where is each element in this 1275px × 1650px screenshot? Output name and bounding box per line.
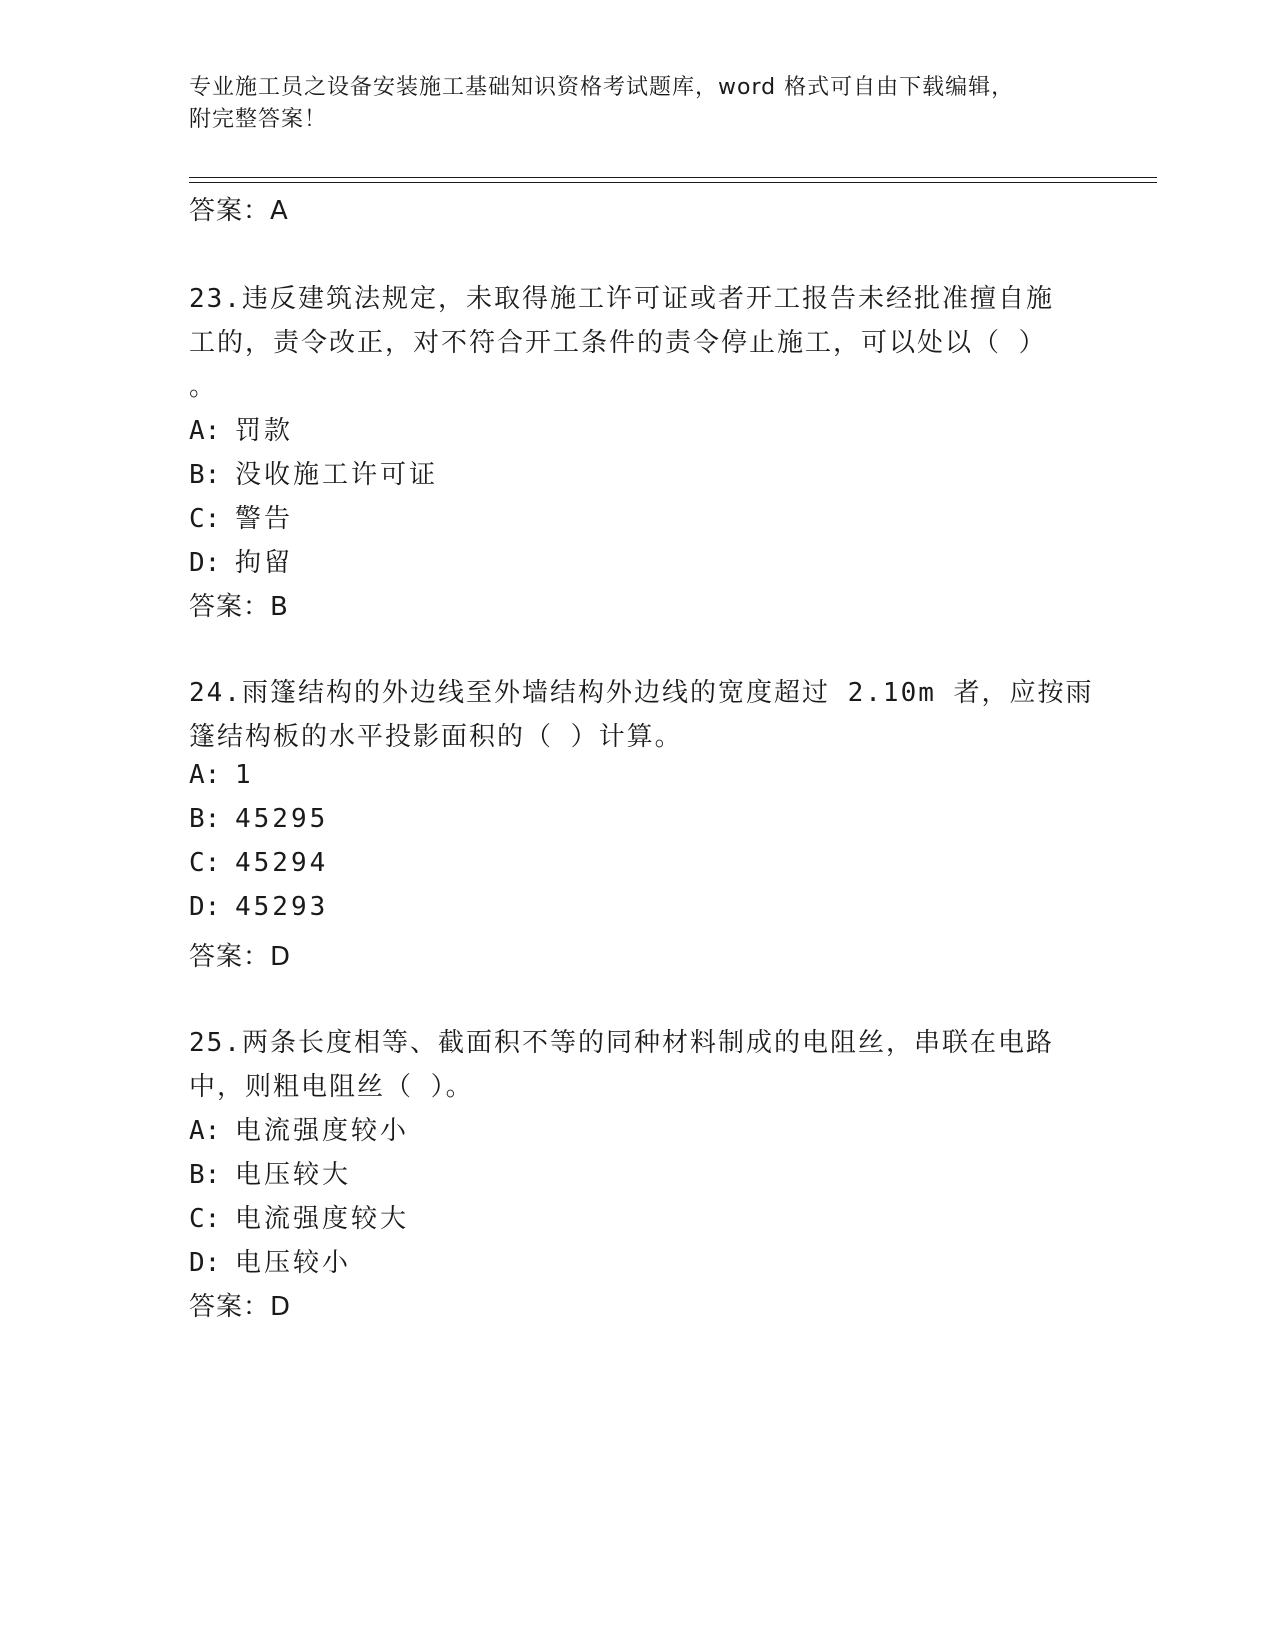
question-24-option-c: [189, 848, 328, 878]
option-text: 电压较大: [235, 1160, 352, 1190]
question-25-option-a: [189, 1110, 409, 1147]
option-label: D:: [189, 548, 221, 578]
question-23-line-1: 23.违反建筑法规定，未取得施工许可证或者开工报告未经批准擅自施: [189, 284, 1054, 314]
option-text: 1: [235, 760, 254, 790]
question-23-option-a: [189, 410, 293, 447]
question-24-option-b: [189, 804, 328, 834]
question-23-option-b: [189, 454, 438, 491]
document-header: [189, 72, 1089, 136]
header-divider-bottom: [189, 182, 1157, 183]
question-23-answer: 答案：B: [189, 592, 289, 622]
question-25-option-c: [189, 1198, 409, 1235]
question-25-line-2: 中，则粗电阻丝（ ）。: [189, 1072, 474, 1102]
option-text: 罚款: [235, 416, 294, 446]
option-label: B:: [189, 804, 221, 834]
question-24-answer: 答案：D: [189, 942, 292, 972]
option-text: 45294: [235, 848, 329, 878]
header-line-1: 专业施工员之设备安装施工基础知识资格考试题库，word 格式可自由下载编辑，: [189, 75, 1015, 100]
option-text: 电压较小: [235, 1248, 352, 1278]
question-23-line-3: 。: [189, 372, 218, 402]
option-text: 电流强度较小: [235, 1116, 410, 1146]
option-label: B:: [189, 1160, 221, 1190]
option-label: C:: [189, 1204, 221, 1234]
question-24-line-2: 篷结构板的水平投影面积的（ ）计算。: [189, 722, 683, 752]
question-23-option-d: [189, 542, 293, 579]
option-text: 45295: [235, 804, 329, 834]
option-label: B:: [189, 460, 221, 490]
previous-answer: 答案：A: [189, 196, 289, 226]
question-23-option-c: [189, 498, 293, 535]
question-25-option-b: [189, 1154, 351, 1191]
question-24-option-d: [189, 892, 328, 922]
question-25-option-d: [189, 1242, 351, 1279]
header-divider-top: [189, 177, 1157, 178]
question-24-option-a: [189, 760, 254, 790]
option-label: A:: [189, 416, 221, 446]
option-text: 45293: [235, 892, 329, 922]
header-line-2: 附完整答案！: [189, 107, 328, 132]
question-23-line-2: 工的，责令改正，对不符合开工条件的责令停止施工，可以处以（ ）: [189, 328, 1047, 358]
option-text: 电流强度较大: [235, 1204, 410, 1234]
question-25-line-1: 25.两条长度相等、截面积不等的同种材料制成的电阻丝，串联在电路: [189, 1028, 1054, 1058]
option-text: 拘留: [235, 548, 294, 578]
option-label: A:: [189, 760, 221, 790]
question-25-answer: 答案：D: [189, 1292, 292, 1322]
option-label: C:: [189, 504, 221, 534]
option-text: 没收施工许可证: [235, 460, 439, 490]
option-label: A:: [189, 1116, 221, 1146]
option-label: C:: [189, 848, 221, 878]
option-text: 警告: [235, 504, 294, 534]
option-label: D:: [189, 892, 221, 922]
question-24-line-1: 24.雨篷结构的外边线至外墙结构外边线的宽度超过 2.10m 者，应按雨: [189, 678, 1094, 708]
option-label: D:: [189, 1248, 221, 1278]
